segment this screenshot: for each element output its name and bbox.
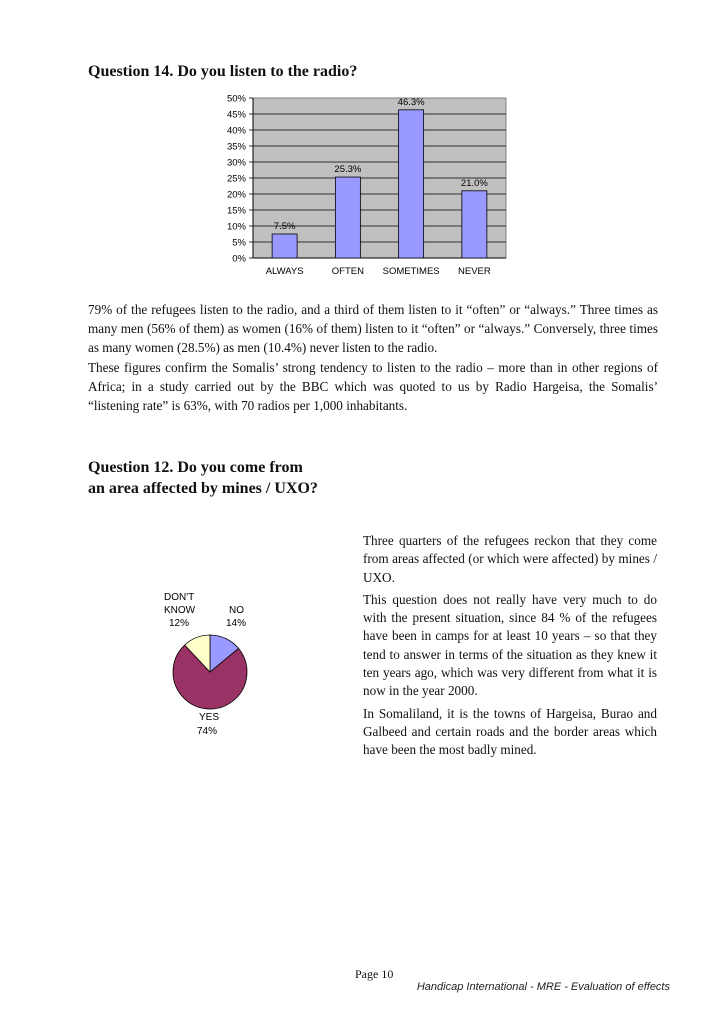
y-tick-label: 35% — [226, 141, 246, 153]
y-tick-label: 50% — [226, 93, 246, 105]
q12-paragraph-3: In Somaliland, it is the towns of Hargeisa, Burao and Galbeed and certain roads and the border areas which have been the most badly mined. — [363, 705, 657, 758]
bar-value-label: 25.3% — [334, 164, 362, 176]
x-category-label: NEVER — [458, 266, 491, 277]
bar-often — [335, 177, 360, 258]
y-tick-label: 0% — [232, 253, 246, 265]
q12-heading-line-2: an area affected by mines / UXO? — [88, 480, 318, 497]
q12-paragraph-1: Three quarters of the refugees reckon that they come from areas affected (or which were affected) by mines / UXO. — [363, 533, 657, 585]
footer-source: Handicap International - MRE - Evaluation of effects — [416, 981, 670, 993]
x-category-label: OFTEN — [331, 266, 364, 277]
y-tick-label: 10% — [226, 221, 246, 233]
y-tick-label: 30% — [226, 157, 246, 169]
y-tick-label: 45% — [226, 109, 246, 121]
bar-never — [462, 191, 487, 258]
pie-label-dontknow-pct: 12% — [169, 618, 190, 629]
y-tick-label: 25% — [226, 173, 246, 185]
x-category-label: ALWAYS — [265, 266, 304, 277]
bar-value-label: 46.3% — [397, 96, 425, 108]
radio-bar-chart — [0, 0, 728, 300]
q12-heading-line-1: Question 12. Do you come from — [88, 459, 303, 476]
pie-label-yes-pct: 74% — [197, 726, 218, 737]
y-tick-label: 5% — [232, 237, 246, 249]
bar-sometimes — [399, 110, 424, 258]
bar-always — [272, 234, 297, 258]
q12-paragraph-2: This question does not really have very much to do with the present situation, since 84 % of the refugees have been in camps for at least 10 years – so that they tend to answer in terms of the situation as they knew it ten years ago, which was very different from what it is now in the year 2000. — [363, 591, 657, 699]
pie-label-yes: YES — [199, 712, 220, 723]
q12-text-column — [363, 532, 657, 760]
q14-paragraph-1: 79% of the refugees listen to the radio, and a third of them listen to it “often” or “always.” Three times as many men (56% of them) as women (16% of them) listen to it “often” or “always.” Conversely, three times as many women (28.5%) as men (10.4%) never listen to the radio. — [88, 302, 658, 355]
y-tick-label: 40% — [226, 125, 246, 137]
bar-value-label: 7.5% — [273, 221, 296, 232]
y-tick-label: 20% — [226, 189, 246, 201]
pie-label-no: NO — [229, 605, 244, 616]
page-number: Page 10 — [355, 967, 394, 981]
q14-paragraph-2: These figures confirm the Somalis’ strong tendency to listen to the radio – more than in other regions of Africa; in a study carried out by the BBC which was quoted to us by Radio Hargeisa, the Somalis’ “listening rate” is 63%, with 70 radios per 1,000 inhabitants. — [88, 360, 658, 413]
bar-value-label: 21.0% — [460, 177, 488, 189]
x-category-label: SOMETIMES — [382, 266, 440, 277]
pie-label-dontknow-2: KNOW — [164, 605, 196, 616]
pie-label-dontknow-1: DON'T — [164, 592, 195, 603]
q14-heading: Question 14. Do you listen to the radio? — [88, 63, 358, 80]
pie-label-no-pct: 14% — [226, 618, 247, 629]
y-tick-label: 15% — [226, 205, 246, 217]
